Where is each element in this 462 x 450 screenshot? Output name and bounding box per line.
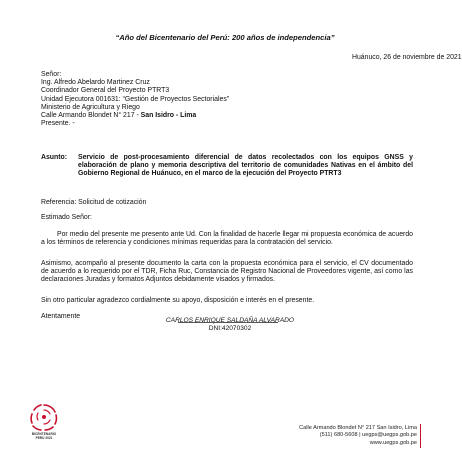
signature-name: CARLOS ENRIQUE SALDAÑA ALVARADO	[165, 317, 295, 324]
addressee-name: Ing. Alfredo Abelardo Martinez Cruz	[41, 79, 150, 87]
signature-dni: DNI:42070302	[208, 325, 252, 332]
footer-phone-email: (511) 680-5608 | uegps@uegps.gob.pe	[319, 432, 417, 439]
footer-accent-bar	[420, 424, 421, 448]
subject-label: Asunto:	[41, 154, 68, 161]
addressee-presente: Presente. -	[41, 120, 75, 128]
reference-line: Referencia: Solicitud de cotización	[41, 199, 147, 206]
footer-contact	[217, 425, 417, 447]
addressee-salutation: Señor:	[41, 71, 62, 78]
closing-line: Atentamente	[41, 313, 81, 320]
addressee-unit: Unidad Ejecutora 001631: “Gestión de Proyectos Sectoriales”	[41, 95, 230, 103]
logo-caption	[20, 432, 68, 440]
addressee-address	[41, 112, 229, 120]
subject-text: Servicio de post-procesamiento diferencial de datos recolectados con los equipos GNSS y elaboración de plano y memoria descriptiva del territorio de comunidades Nativas en el ámbito del Gobierno Regional de Huánuco, en el marco de la ejecución del Proyecto PTRT3	[78, 154, 413, 178]
body-paragraph-3: Sin otro particular agradezco cordialmente su apoyo, disposición e interés en el presente.	[41, 297, 315, 304]
logo-caption-line-2: PERÚ 2021	[35, 436, 53, 440]
letter-date: Huánuco, 26 de noviembre de 2021	[352, 54, 462, 61]
year-motto: “Año del Bicentenario del Perú: 200 años de independencia”	[115, 33, 335, 42]
addressee-title: Coordinador General del Proyecto PTRT3	[41, 87, 170, 95]
footer-address: Calle Armando Blondet N° 217 San Isidro, Lima	[299, 425, 417, 431]
addressee-ministry: Ministerio de Agricultura y Riego	[41, 103, 140, 111]
greeting-line: Estimado Señor:	[41, 214, 92, 221]
subject-block	[41, 154, 413, 179]
footer-website: www.uegps.gob.pe	[369, 439, 417, 446]
address-district: San Isidro - Lima	[140, 112, 197, 120]
body-paragraph-2: Asimismo, acompaño al presente documento la carta con la propuesta económica para el servicio, el CV documentado de acuerdo a lo requerido por el TDR, Ficha Ruc, Constancia de Registro Nacional de Proveedores vigente, así como las declaraciones Juradas y formatos Adjuntos debidamente visados y firmados.	[41, 260, 413, 284]
body-paragraph-1: Por medio del presente me presento ante Ud. Con la finalidad de hacerle llegar mi propuesta económica de acuerdo a los términos de referencia y condiciones mínimas requeridas para la contratación del servicio.	[41, 231, 413, 247]
signature-line	[178, 322, 278, 323]
address-street: Calle Armando Blondet N° 217 -	[41, 112, 139, 120]
addressee-block	[41, 71, 229, 128]
logo-caption-line-1: BICENTENARIO	[31, 432, 57, 436]
